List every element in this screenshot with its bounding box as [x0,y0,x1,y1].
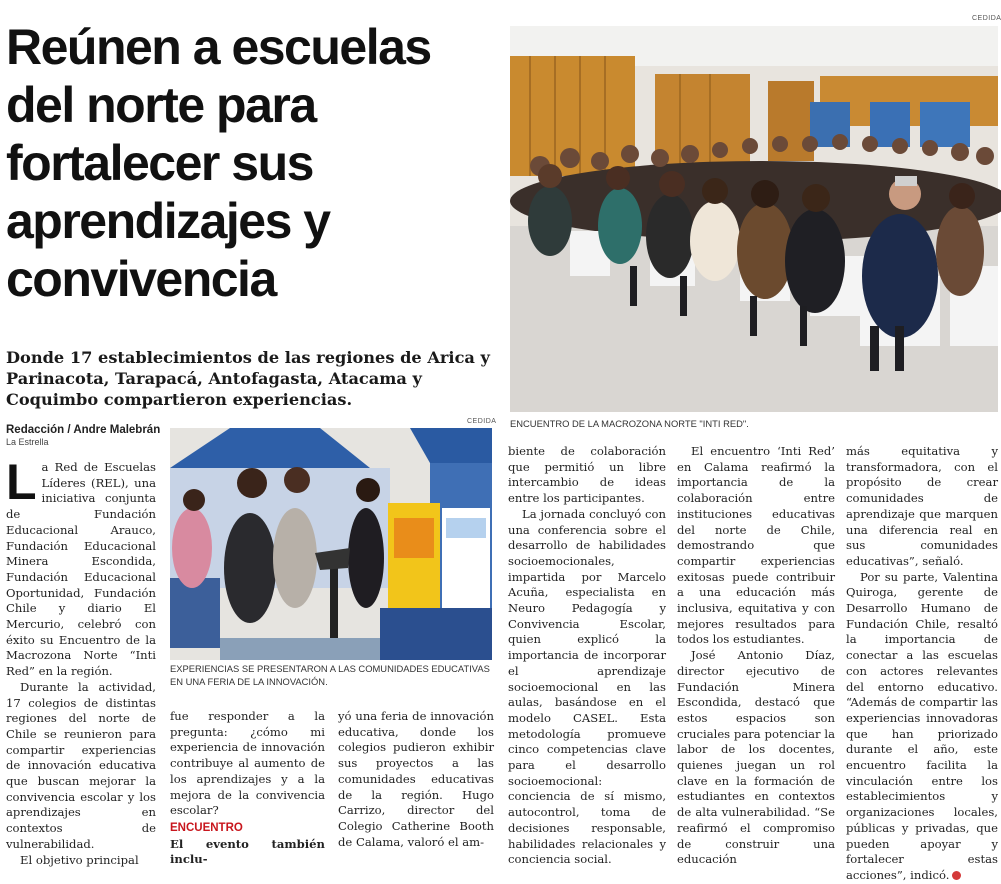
photo2-caption: EXPERIENCIAS SE PRESENTARON A LAS COMUNIDADES EDUCATIVAS EN UNA FERIA DE LA INNOVACIÓN. [170,663,490,687]
paragraph: El evento también inclu- [170,836,325,867]
author-name: Redacción / Andre Malebrán [6,424,161,436]
body-column-5 [677,444,835,867]
body-column-1 [6,454,156,867]
byline [6,424,160,447]
paragraph-closing: Por su parte, Valentina Quiroga, gerente de Desarrollo Humano de Fundación Chile, resaltó la importancia de conectar a las escuelas con actores relevantes del entorno educativo. “Además de compartir las experiencias innovadoras que han priorizado durante el año, este encuentro facilita la vinculación entre los establecimientos y organizaciones locales, públicas y privadas, que pueden apoyar y fortalecer estas acciones”, indicó. [846,569,998,882]
body-column-4 [508,444,666,867]
body-column-6 [846,444,998,882]
publication-name: La Estrella [6,437,49,447]
photo2-credit: CEDIDA [467,418,497,425]
end-mark-icon [952,871,961,880]
paragraph: yó una feria de innovación educativa, donde los colegios pudieron exhibir sus proyectos a las comunidades educativas de la región. Hugo Carrizo, director del Colegio Catherine Booth de Calama, valoró el am- [338,709,494,849]
auditorium-image [510,26,998,412]
paragraph: fue responder a la pregunta: ¿cómo mi experiencia de innovación contribuye al aumento de los aprendizajes y a la mejora de la convivencia escolar? [170,709,325,818]
paragraph: biente de colaboración que permitió un libre intercambio de ideas entre los participantes. [508,444,666,506]
paragraph: El encuentro ‘Inti Red’ en Calama reafirmó la importancia de la colaboración entre instituciones educativas del norte de Chile, demostrando que compartir experiencias exitosas puede contribuir a una educación más inclusiva, equitativa y con mejores resultados para todos los estudiantes. [677,444,835,647]
body-column-2 [170,709,325,867]
section-label: ENCUENTRO [170,821,243,834]
dropcap: L [6,454,37,510]
paragraph: más equitativa y transformadora, con el propósito de crear comunidades de aprendizaje que marquen una diferencia real en sus comunidades educativas”, señaló. [846,444,998,568]
body-column-3 [338,709,494,850]
photo1-caption: ENCUENTRO DE LA MACROZONA NORTE "INTI RED". [510,418,749,429]
fair-image [170,428,492,660]
photo-innovation-fair [170,428,492,660]
paragraph: Durante la actividad, 17 colegios de distintas regiones del norte de Chile se reunieron para compartir experiencias de innovación educativa que buscan mejorar la convivencia escolar y los aprendizajes en contextos de vulnerabilidad. [6,679,156,851]
paragraph: La jornada concluyó con una conferencia sobre el desarrollo de habilidades socioemocionales, impartida por Marcelo Acuña, especialista en Neuro Pedagogía y Convivencia Escolar, quien explicó la importancia de incorporar el aprendizaje socioemocional en las aulas, basándose en el modelo CASEL. Esta metodología promueve cinco competencias clave para el desarrollo socioemocional: conciencia de sí mismo, autocontrol, toma de decisiones responsable, habilidades relacionales y conciencia social. [508,506,666,867]
photo-auditorium [510,26,998,412]
headline: Reúnen a escuelas del norte para fortalecer sus aprendizajes y convivencia [6,19,431,307]
subheadline: Donde 17 establecimientos de las regiones de Arica y Parinacota, Tarapacá, Antofagasta, Atacama y Coquimbo compartieron experiencias. [6,348,490,409]
paragraph: José Antonio Díaz, director ejecutivo de Fundación Minera Escondida, destacó que estos espacios son cruciales para potenciar la labor de los docentes, quienes juegan un rol clave en la formación de estudiantes en contextos de alta vulnerabilidad. “Se reafirmó el compromiso de construir una educación [677,648,835,867]
photo1-credit: CEDIDA [972,15,1001,22]
paragraph-intro: a Red de Escuelas Líderes (REL), una iniciativa conjunta de Fundación Educacional Arauco, Fundación Educacional Minera Escondida, Fundación Educacional Oportunidad, Fundación Chile y diario El Mercurio, celebró con éxito su Encuentro de la Macrozona Norte “Inti Red” en la región. [6,460,156,679]
paragraph: El objetivo principal [20,852,139,867]
